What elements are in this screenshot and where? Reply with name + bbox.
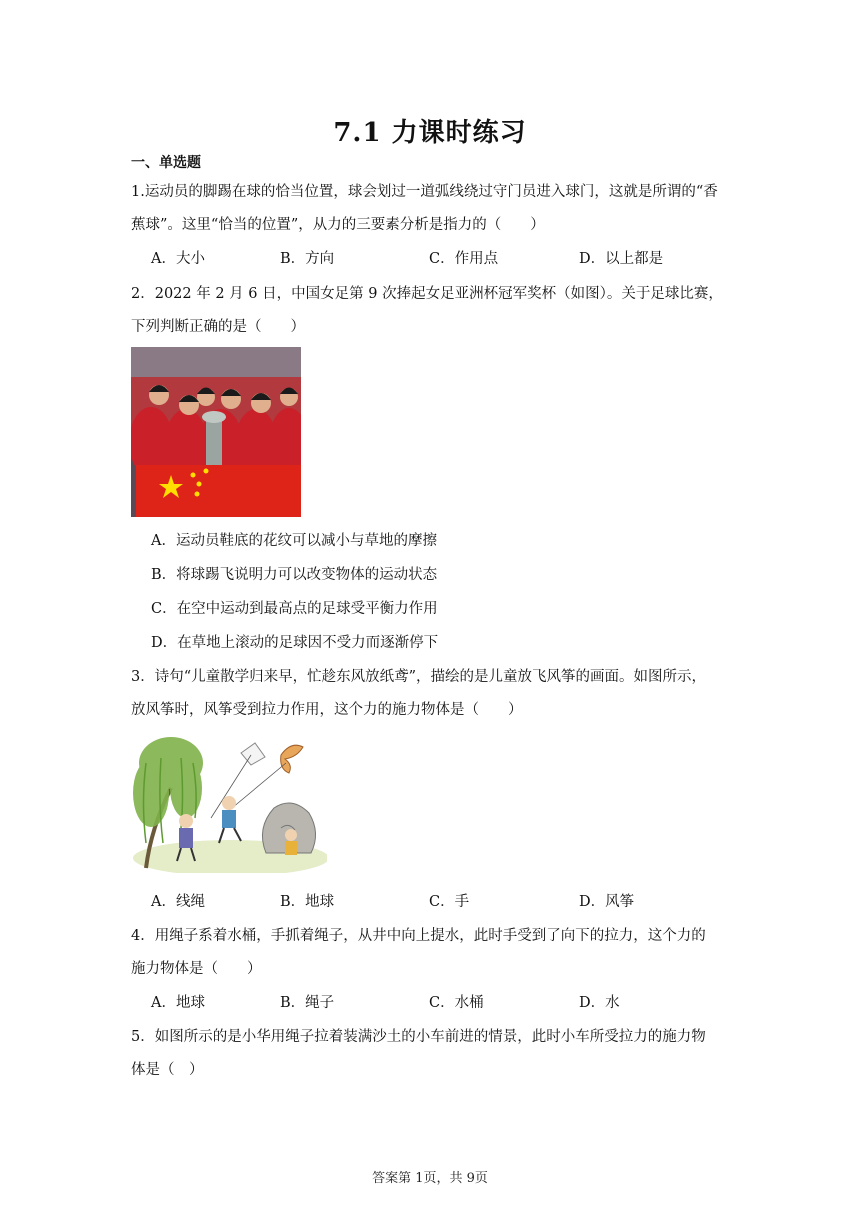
- q4-text-line-2: 施力物体是（ ）: [131, 961, 262, 977]
- q1-text-line-2: 蕉球”。这里“恰当的位置”，从力的三要素分析是指力的（ ）: [131, 217, 545, 233]
- q4-option-c: C．水桶: [429, 995, 484, 1011]
- q3-text-line-1: 3．诗句“儿童散学归来早，忙趁东风放纸鸢”，描绘的是儿童放飞风筝的画面。如图所示，: [131, 669, 707, 685]
- q2-text-line-1: 2．2022 年 2 月 6 日，中国女足第 9 次捧起女足亚洲杯冠军奖杯（如图）。关于足球比赛，: [131, 286, 723, 302]
- q1-option-a: A．大小: [151, 251, 205, 267]
- q3-option-a: A．线绳: [151, 894, 205, 910]
- q2-option-c: C．在空中运动到最高点的足球受平衡力作用: [151, 601, 438, 617]
- q3-option-d: D．风筝: [579, 894, 635, 910]
- q1-option-b: B．方向: [280, 251, 335, 267]
- q4-option-b: B．绳子: [280, 995, 335, 1011]
- q3-option-c: C．手: [429, 894, 470, 910]
- q2-option-b: B．将球踢飞说明力可以改变物体的运动状态: [151, 567, 438, 583]
- page-title: 7.1 力课时练习: [333, 118, 527, 148]
- kite-flying-illustration: [131, 733, 327, 873]
- q1-text-line-1: 1.运动员的脚踢在球的恰当位置，球会划过一道弧线绕过守门员进入球门，这就是所谓的“香: [131, 184, 718, 200]
- q2-option-a: A．运动员鞋底的花纹可以减小与草地的摩擦: [151, 533, 437, 549]
- page-footer: 答案第 1页，共 9页: [372, 1171, 488, 1186]
- q4-option-a: A．地球: [151, 995, 205, 1011]
- q1-option-c: C．作用点: [429, 251, 499, 267]
- q2-text-line-2: 下列判断正确的是（ ）: [131, 319, 305, 335]
- q3-text-line-2: 放风筝时，风筝受到拉力作用，这个力的施力物体是（ ）: [131, 702, 523, 718]
- q1-option-d: D．以上都是: [579, 251, 664, 267]
- q2-option-d: D．在草地上滚动的足球因不受力而逐渐停下: [151, 635, 439, 651]
- q4-option-d: D．水: [579, 995, 620, 1011]
- q4-text-line-1: 4．用绳子系着水桶，手抓着绳子，从井中向上提水，此时手受到了向下的拉力，这个力的: [131, 928, 706, 944]
- q5-text-line-1: 5．如图所示的是小华用绳子拉着装满沙土的小车前进的情景，此时小车所受拉力的施力物: [131, 1029, 706, 1045]
- section-heading: 一、单选题: [131, 155, 201, 171]
- q5-text-line-2: 体是（ ）: [131, 1062, 204, 1078]
- q3-option-b: B．地球: [280, 894, 335, 910]
- womens-football-team-photo: [131, 347, 301, 517]
